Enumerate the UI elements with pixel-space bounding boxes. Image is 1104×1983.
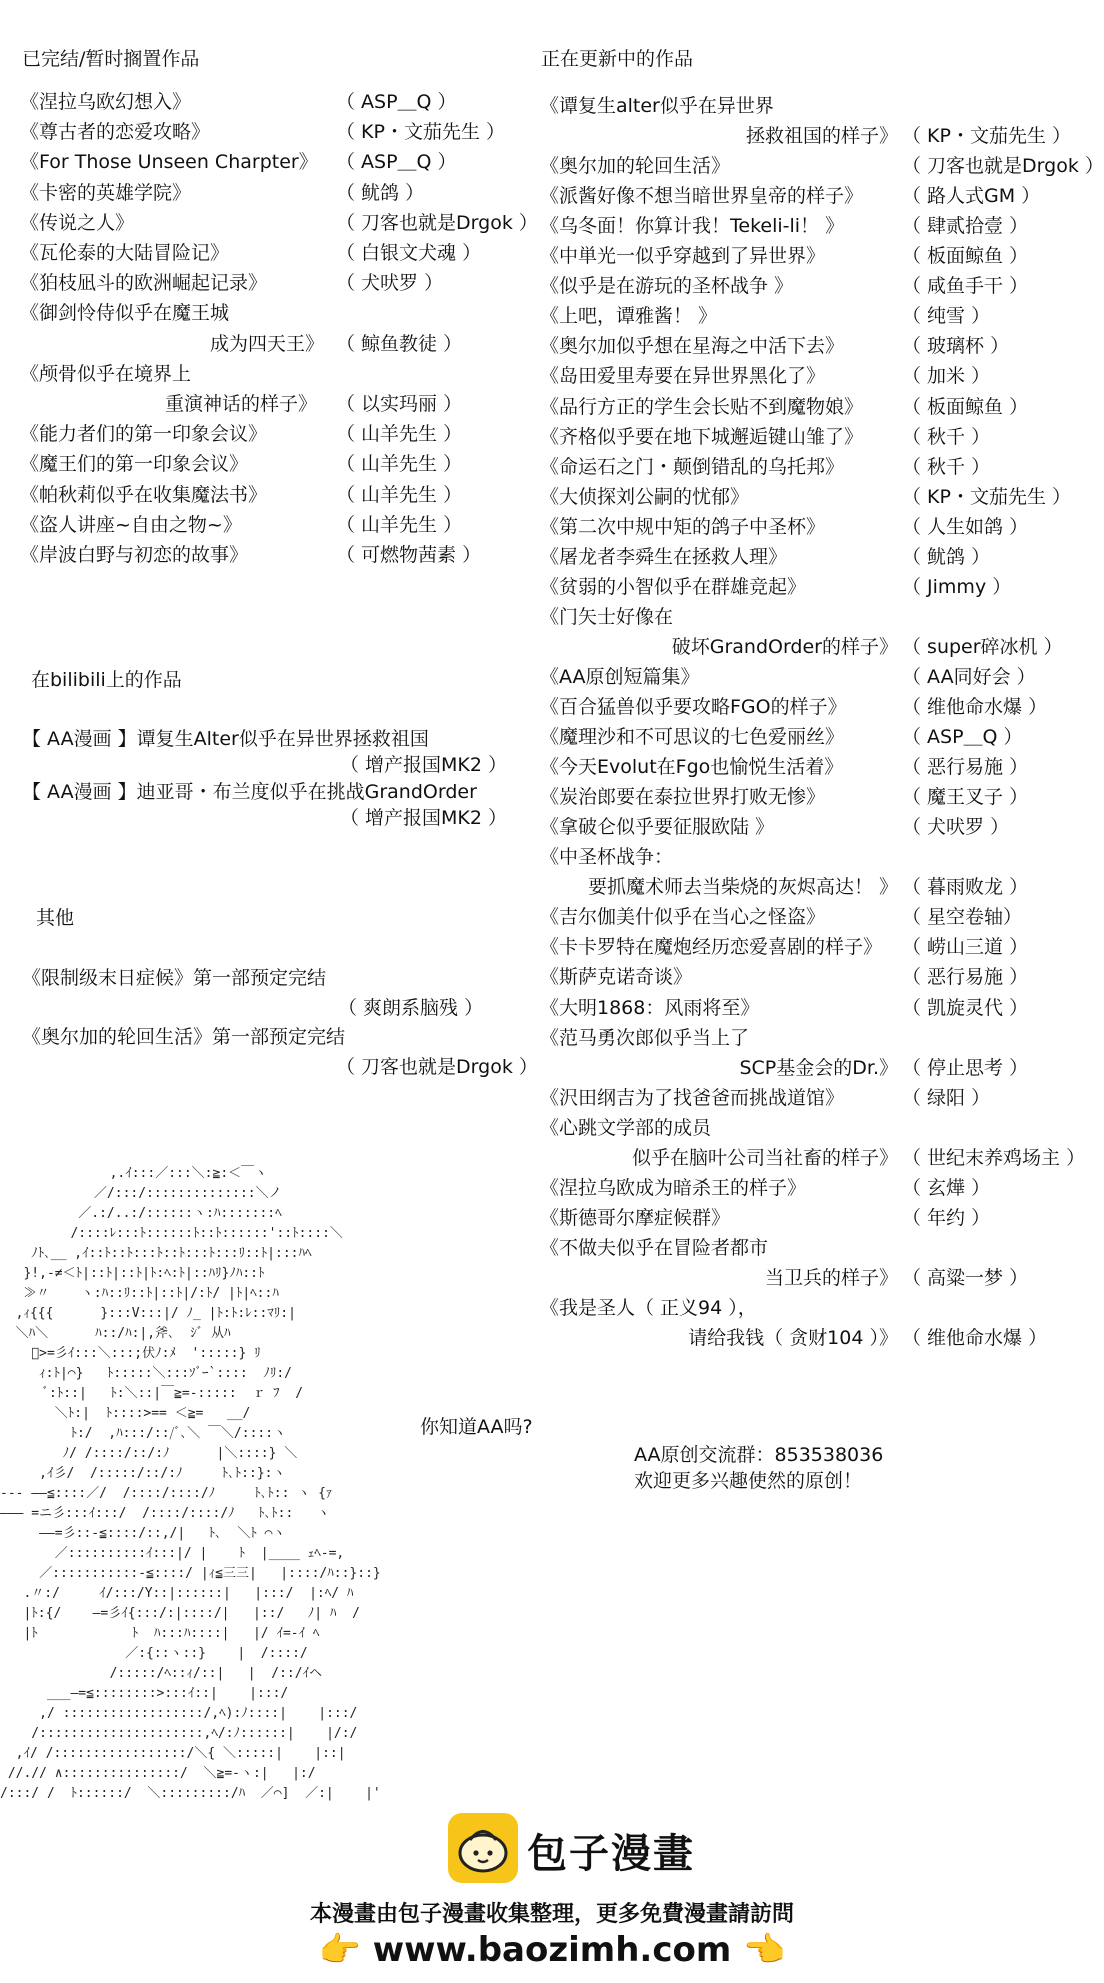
ascii-art-line: .〃:/ ｲ/:::/Y::|::::::| |:::/ |:ﾍ/ ﾊ [0, 1586, 354, 1601]
completed-heading: 已完结/暂时搁置作品 [22, 48, 200, 70]
bilibili-item: 【 AA漫画 】谭复生Alter似乎在异世界拯救祖国 [22, 728, 429, 750]
completed-title: 《尊古者的恋爱攻略》 [20, 121, 211, 144]
ongoing-author: （ 玻璃杯 ） [902, 335, 1010, 358]
completed-title: 《颅骨似乎在境界上 [20, 362, 192, 385]
ascii-art-line: ／:::::::::::-≦::::/ |ｨ≦三三| |::::/ﾊ::}::} [0, 1566, 381, 1581]
ascii-art-line: ﾞ>=彡ｲ:::＼:::;伏ﾉ:ﾒ ':::::} ﾘ [0, 1346, 261, 1361]
ascii-art-line: ＼ﾄ:| ﾄ::::>== ＜≧= __/ [0, 1406, 251, 1421]
completed-title: 《卡密的英雄学院》 [20, 181, 192, 204]
ongoing-title: 当卫兵的样子》 [764, 1266, 898, 1289]
completed-title: 重演神话的样子》 [165, 393, 318, 415]
ongoing-author: （ 板面鲸鱼 ） [902, 245, 1029, 268]
ongoing-author: （ 加米 ） [902, 365, 991, 388]
ongoing-title: 《心跳文学部的成员 [540, 1116, 712, 1139]
ongoing-author: （ super碎冰机 ） [902, 635, 1063, 658]
group-number: AA原创交流群：853538036 [634, 1444, 884, 1466]
ongoing-heading: 正在更新中的作品 [541, 48, 694, 70]
ascii-art-line: ,.ｲ:::／:::＼:≧:＜￣ヽ [0, 1166, 268, 1181]
ongoing-title: 《涅拉乌欧成为暗杀王的样子》 [540, 1176, 807, 1199]
completed-author: （ 以实玛丽 ） [336, 393, 463, 415]
ongoing-author: （ 路人式GM ） [902, 185, 1041, 208]
completed-title: 《魔王们的第一印象会议》 [20, 453, 249, 476]
ascii-art-line: ≫〃 ヽ:ﾊ::ﾘ::ﾄ|::ﾄ|/:ﾄ/ |ﾄ|ﾍ::ﾊ [0, 1286, 279, 1301]
ongoing-author: （ 秋千 ） [902, 455, 991, 478]
completed-author: （ 可燃物茜素 ） [336, 544, 482, 566]
ongoing-title: 《拿破仑似乎要征服欧陆 》 [540, 816, 775, 839]
completed-title: 《帕秋莉似乎在收集魔法书》 [20, 483, 268, 506]
ongoing-author: （ 恶行易施 ） [902, 966, 1029, 989]
site-url-link[interactable]: www.baozimh.com [372, 1930, 732, 1970]
ongoing-author: （ 世纪末养鸡场主 ） [902, 1146, 1086, 1169]
ascii-art-line: ﾉ/ /::::/::/:ﾉ |＼::::} ＼ [0, 1446, 298, 1461]
completed-author: （ 山羊先生 ） [336, 453, 463, 476]
ongoing-title: 《魔理沙和不可思议的七色爱丽丝》 [540, 726, 845, 749]
ongoing-title: SCP基金会的Dr.》 [739, 1056, 898, 1079]
completed-author: （ 山羊先生 ） [336, 483, 463, 506]
ongoing-title: 《卡卡罗特在魔炮经历恋爱喜剧的样子》 [540, 936, 883, 959]
ongoing-title: 《不做夫似乎在冒险者都市 [540, 1236, 769, 1259]
completed-title: 《岸波白野与初恋的故事》 [20, 544, 249, 566]
pointing-right-icon: 👉 [318, 1930, 361, 1970]
ongoing-title: 《派酱好像不想当暗世界皇帝的样子》 [540, 185, 864, 208]
ongoing-author: （ 犬吠罗 ） [902, 816, 1010, 839]
footer-url-row [0, 1930, 1104, 1970]
ongoing-author: （ 维他命水爆 ） [902, 1327, 1048, 1350]
ongoing-title: 《品行方正的学生会长贴不到魔物娘》 [540, 395, 864, 418]
ongoing-author: （ 鱿鸽 ） [902, 545, 991, 568]
ongoing-title: 《似乎是在游玩的圣杯战争 》 [540, 275, 794, 298]
ascii-art-line: ／::::::::::ｲ:::|/ | ﾄ |____ ｪﾍ-=, [0, 1546, 345, 1561]
ascii-art-line: //.// ∧:::::::::::::::/ ＼≧=-ヽ:| |:/ [0, 1766, 316, 1781]
brand-name: 包子漫畫 [527, 1831, 695, 1877]
ongoing-author: （ 凯旋灵代 ） [902, 996, 1029, 1019]
ongoing-author: （ 维他命水爆 ） [902, 696, 1048, 718]
ascii-art-line: ,ｲ/ /:::::::::::::::::/＼{ ＼:::::| |::| [0, 1746, 346, 1761]
ongoing-author: （ 高粱一梦 ） [902, 1266, 1029, 1289]
ongoing-title: 《大明1868：风雨将至》 [540, 996, 760, 1019]
ascii-art-line: ___―=≦::::::::>:::ｲ::| |:::/ [0, 1686, 289, 1701]
ongoing-author: （ 星空卷轴） [902, 906, 1023, 929]
ongoing-title: 要抓魔术师去当柴烧的灰烬高达！ 》 [587, 876, 898, 899]
completed-title: 《For Those Unseen Charpter》 [20, 151, 318, 174]
ongoing-author: （ ASP＿Q ） [902, 726, 1023, 749]
ongoing-title: 拯救祖国的样子》 [745, 125, 898, 148]
ongoing-title: 《百合猛兽似乎要攻略FGO的样子》 [540, 696, 847, 718]
ascii-art-line: ――=彡::-≦::::/::,/| ﾄ､ ＼ﾄ ⌒ヽ [0, 1526, 286, 1541]
ascii-art-line: /:::::::::::::::::::::,ﾍ/:ﾉ::::::| |/:/ [0, 1726, 358, 1741]
other-item: 《奥尔加的轮回生活》第一部预定完结 [22, 1026, 346, 1048]
ascii-art-line: ／.:/..:/::::::ヽ:ﾊ:::::::ﾍ [0, 1206, 282, 1221]
pointing-left-icon: 👈 [743, 1930, 786, 1970]
ascii-art-line: ﾞ:ﾄ::| ﾄ:＼::|￣≧=-::::: ｒ ﾌ / [0, 1386, 304, 1401]
ongoing-author: （ 魔王叉子 ） [902, 786, 1029, 809]
other-item: 《限制级末日症候》第一部预定完结 [22, 967, 327, 989]
bilibili-item: 【 AA漫画 】迪亚哥・布兰度似乎在挑战GrandOrder [22, 781, 477, 803]
bilibili-heading: 在bilibili上的作品 [31, 669, 182, 691]
ongoing-author: （ 恶行易施 ） [902, 756, 1029, 779]
ascii-art-line: ｨ:ﾄ|⌒} ﾄ:::::＼:::ｿﾞｰ`:::: ﾉﾘ:/ [0, 1366, 292, 1381]
ascii-art-line: /:::/ / ﾄ::::::/ ＼:::::::::/ﾊ ／⌒] ／:| |' [0, 1786, 381, 1801]
ascii-art-line: --- ――≦::::／/ /::::/::::/ﾉ ﾄ､ﾄ:: ヽ {ｧ [0, 1486, 333, 1501]
ongoing-title: 《我是圣人（ 正义94 ）， [540, 1297, 757, 1319]
ascii-art-line: ／/:::/::::::::::::::＼ノ [0, 1186, 282, 1201]
ongoing-title: 《谭复生alter似乎在异世界 [540, 95, 774, 117]
ongoing-title: 《吉尔伽美什似乎在当心之怪盗》 [540, 906, 826, 929]
welcome-text: 欢迎更多兴趣使然的原创！ [634, 1470, 863, 1492]
ascii-art-line: }!,-≠＜ﾄ|::ﾄ|::ﾄ|ﾄ:ﾍ:ﾄ|::ﾊﾘ}ﾉﾊ::ﾄ [0, 1266, 265, 1281]
completed-title: 《御剑怜侍似乎在魔王城 [20, 302, 230, 325]
completed-title: 成为四天王》 [210, 332, 325, 355]
bilibili-author: （ 增产报国MK2 ） [340, 807, 508, 829]
completed-author: （ 鱿鸽 ） [336, 181, 425, 204]
ongoing-author: （ 人生如鸽 ） [902, 515, 1029, 538]
ongoing-title: 《奥尔加的轮回生活》 [540, 155, 731, 178]
completed-author: （ 犬吠罗 ） [336, 272, 444, 295]
other-author: （ 刀客也就是Drgok ） [336, 1056, 538, 1078]
completed-title: 《瓦伦泰的大陆冒险记》 [20, 242, 230, 264]
completed-author: （ 山羊先生 ） [336, 423, 463, 446]
completed-author: （ ASP＿Q ） [336, 91, 457, 113]
completed-author: （ 刀客也就是Drgok ） [336, 211, 538, 234]
ongoing-author: （ 纯雪 ） [902, 305, 991, 328]
completed-author: （ 鲸鱼教徒 ） [336, 332, 463, 355]
ascii-art-line: ,/ ::::::::::::::::::/,ﾍ):ﾉ::::| |:::/ [0, 1706, 358, 1721]
ongoing-author: （ 玄燁 ） [902, 1176, 991, 1199]
ongoing-author: （ 板面鲸鱼 ） [902, 395, 1029, 418]
ongoing-title: 《中圣杯战争： [540, 846, 674, 869]
completed-title: 《盗人讲座~自由之物~》 [20, 513, 242, 536]
completed-author: （ 山羊先生 ） [336, 513, 463, 536]
aa-question: 你知道AA吗? [420, 1416, 533, 1438]
baozi-logo-icon [448, 1813, 518, 1883]
ongoing-title: 《乌冬面！你算计我！Tekeli-li！ 》 [540, 215, 845, 238]
completed-title: 《狛枝凪斗的欧洲崛起记录》 [20, 272, 268, 295]
ongoing-author: （ 崂山三道 ） [902, 936, 1029, 959]
ongoing-title: 《AA原创短篇集》 [540, 665, 700, 688]
ongoing-author: （ AA同好会 ） [902, 665, 1036, 688]
footer-notice: 本漫畫由包子漫畫收集整理，更多免費漫畫請訪問 [309, 1902, 794, 1927]
other-author: （ 爽朗系脑残 ） [338, 997, 484, 1019]
ongoing-title: 《齐格似乎要在地下城邂逅键山雏了》 [540, 425, 864, 448]
ascii-art-figure [0, 1163, 560, 1803]
ascii-art-line: ﾄ:/ ,ﾊ:::/::/ﾞ､＼ ￣＼/::::ヽ [0, 1426, 287, 1441]
ongoing-title: 破坏GrandOrder的样子》 [671, 635, 898, 658]
completed-title: 《能力者们的第一印象会议》 [20, 423, 268, 446]
ongoing-title: 《贫弱的小智似乎在群雄竞起》 [540, 575, 807, 598]
ongoing-title: 《斯德哥尔摩症候群》 [540, 1206, 731, 1229]
ongoing-author: （ 停止思考 ） [902, 1056, 1029, 1079]
ascii-art-line: ／:{::ヽ::} | /::::/ [0, 1646, 308, 1661]
ongoing-author: （ 秋千 ） [902, 425, 991, 448]
ongoing-title: 《门矢士好像在 [540, 605, 674, 628]
ongoing-author: （ 咸鱼手干 ） [902, 275, 1029, 298]
ascii-art-line: ,ｨ{{{ }:::V:::|/ ﾉ_ |ﾄ:ﾄ:ﾚ::ﾏﾘ:| [0, 1306, 296, 1321]
ascii-art-line: /:::::/ﾍ::ｨ/::| | /::/ｲヘ [0, 1666, 323, 1681]
ongoing-title: 似乎在脑叶公司当社畜的样子》 [631, 1146, 898, 1169]
ongoing-author: （ KP・文茄先生 ） [902, 125, 1071, 148]
ongoing-title: 《大侦探刘公嗣的忧郁》 [540, 485, 750, 508]
ongoing-title: 《岛田爱里寿要在异世界黑化了》 [540, 365, 826, 388]
ongoing-author: （ 刀客也就是Drgok ） [902, 155, 1104, 178]
completed-title: 《涅拉乌欧幻想入》 [20, 91, 192, 113]
completed-author: （ 白银文犬魂 ） [336, 242, 482, 264]
ongoing-title: 《中単光一似乎穿越到了异世界》 [540, 245, 826, 268]
ongoing-title: 《范马勇次郎似乎当上了 [540, 1026, 750, 1049]
ongoing-title: 《炭治郎要在泰拉世界打败无惨》 [540, 786, 826, 809]
ongoing-author: （ 绿阳 ） [902, 1086, 991, 1109]
ascii-art-line: ＼ﾊ＼ ﾊ::/ﾊ:|,斧､ ｼﾞ 从ﾊ [0, 1326, 231, 1341]
ascii-art-line: ――― =ニ彡:::ｲ:::/ /::::/::::/ﾉ ﾄ､ﾄ:: ヽ [0, 1506, 330, 1521]
completed-author: （ ASP＿Q ） [336, 151, 457, 174]
completed-author: （ KP・文茄先生 ） [336, 121, 505, 144]
ongoing-author: （ Jimmy ） [902, 575, 1012, 598]
bilibili-author: （ 增产报国MK2 ） [340, 754, 508, 776]
ascii-art-line: /::::ﾚ:::ﾄ::::::ﾄ::ﾄ::::::'::ﾄ::::＼ [0, 1226, 343, 1241]
ongoing-title: 《今天Evolut在Fgo也愉悦生活着》 [540, 756, 844, 779]
ongoing-title: 《沢田纲吉为了找爸爸而挑战道馆》 [540, 1086, 845, 1109]
ascii-art-line: |ﾄ ﾄ ﾊ:::ﾊ::::| |/ ｲ=-ｲ ﾍ [0, 1626, 320, 1641]
ongoing-title: 《屠龙者李舜生在拯救人理》 [540, 545, 788, 568]
ongoing-title: 请给我钱（ 贪财104 ）》 [688, 1327, 898, 1350]
ascii-art-line: |ﾄ:{/ ―=彡ｲ{:::/:|::::/| |::/ ﾉ| ﾊ / [0, 1606, 360, 1621]
ongoing-author: （ 肆贰拾壹 ） [902, 215, 1029, 238]
ongoing-author: （ KP・文茄先生 ） [902, 485, 1071, 508]
ongoing-author: （ 暮雨败龙 ） [902, 876, 1029, 899]
ongoing-title: 《命运石之门・颠倒错乱的乌托邦》 [540, 455, 845, 478]
ascii-art-line: ,ｲ彡/ /:::::/::/:ﾉ ﾄ､ﾄ::}:ヽ [0, 1466, 286, 1481]
ongoing-author: （ 年约 ） [902, 1206, 991, 1229]
ascii-art-line: ﾉﾄ､__ ,ｲ::ﾄ::ﾄ:::ﾄ::ﾄ:::ﾄ:::ﾘ::ﾄ|:::ﾊﾍ [0, 1246, 312, 1261]
ongoing-title: 《斯萨克诺奇谈》 [540, 966, 693, 989]
ongoing-title: 《第二次中规中矩的鸽子中圣杯》 [540, 515, 826, 538]
other-heading: 其他 [36, 907, 75, 929]
ongoing-title: 《奥尔加似乎想在星海之中活下去》 [540, 335, 845, 358]
ongoing-title: 《上吧，谭雅酱！ 》 [540, 305, 718, 328]
completed-title: 《传说之人》 [20, 211, 135, 234]
